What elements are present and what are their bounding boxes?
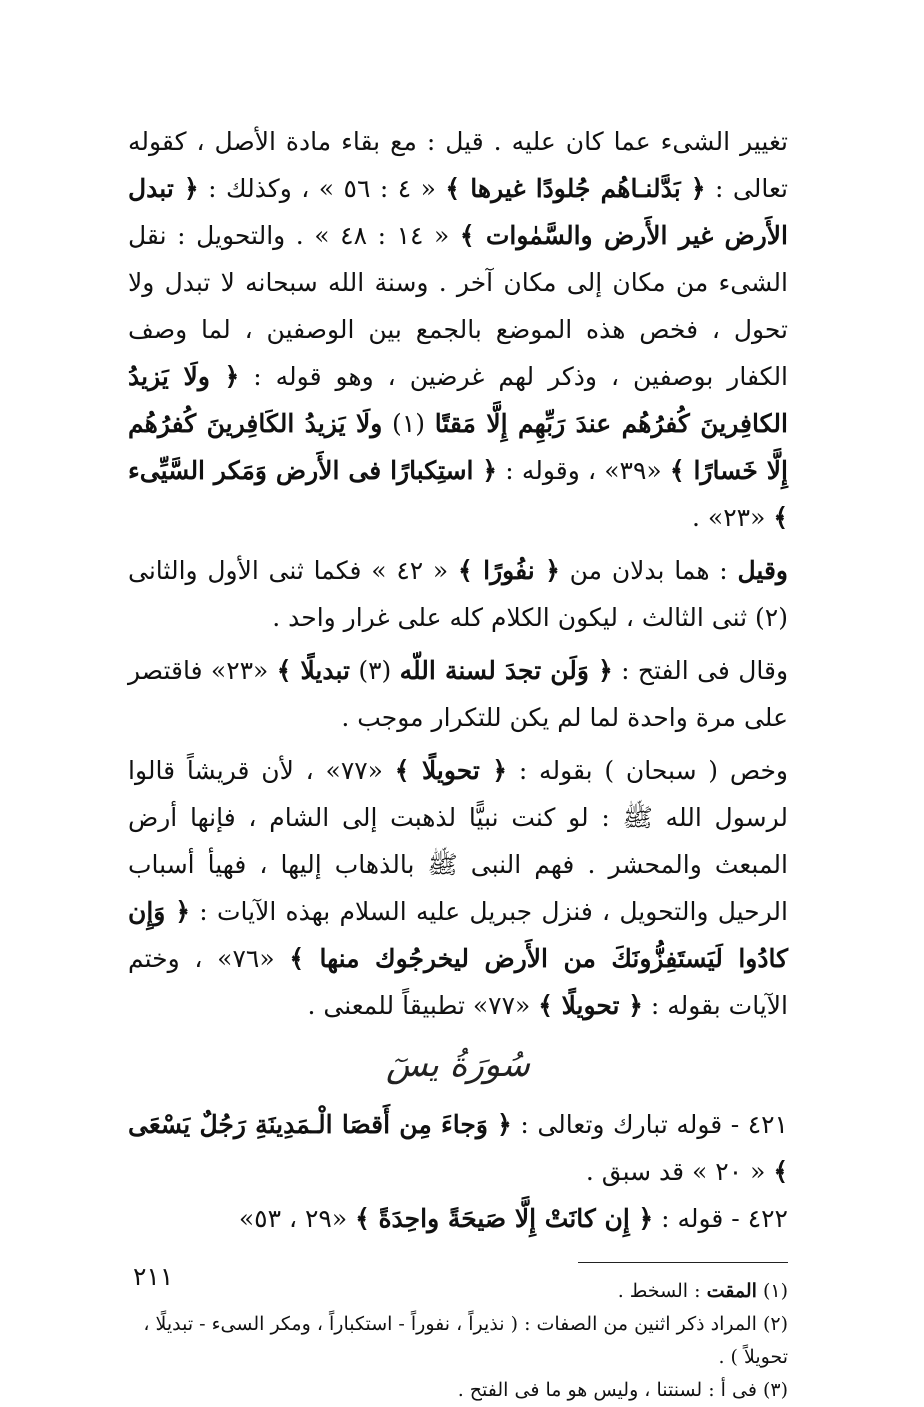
quran-quote: ﴿ وَجاءَ مِن أَقصَا الْـمَدِينَةِ رَجُلٌ يَسْعَى ﴾	[128, 1110, 788, 1186]
footnote-divider	[578, 1262, 788, 1263]
text-run: «٣٩» ، وقوله :	[497, 456, 670, 485]
text-run: (١)	[382, 409, 435, 438]
footnote-2	[128, 1308, 788, 1374]
page-body	[128, 118, 788, 1407]
item-422	[128, 1195, 788, 1242]
item-421	[128, 1101, 788, 1195]
quran-quote: ﴿ بَدَّلنـاهُم جُلودًا غيرها ﴾	[445, 174, 706, 203]
text-run: «٧٧» ، لأن قريشاً قالوا لرسول الله ﷺ : لو كنت نبيًّا لذهبت إلى الشام ، فإنها أرض المبعث والمحشر . فهم النبى ﷺ بالذهاب إليها ، فهيأ أسباب الرحيل والتحويل ، فنزل جبريل عليه السلام بهذه الآيات :	[128, 756, 788, 926]
paragraph-4	[128, 747, 788, 1029]
quran-quote: ﴿ وَإِن كادُوا لَيَستَفِزُّونَكَ من الأَرض ليخرجُوك منها ﴾	[128, 897, 789, 973]
text-run: : السخط .	[617, 1280, 707, 1302]
page-number: ٢١١	[133, 1262, 174, 1291]
quran-quote: ﴿ استِكبارًا فى الأَرض وَمَكر السَّيِّىء ﴾	[128, 456, 788, 532]
quran-quote: ﴿ وَلَن تجدَ لسنة اللّه	[399, 656, 613, 685]
text-run: تغيير الشىء عما كان عليه . قيل : مع بقاء مادة الأصل ، كقوله تعالى :	[128, 127, 788, 203]
text-run: « ١٤ : ٤٨ » . والتحويل : نقل الشىء من مكان إلى مكان آخر . وسنة الله سبحانه لا تبدل ولا تحول ، فخص هذه الموضع بالجمع بين الوصفين ، لما وصف الكفار بوصفين ، وذكر لهم غرضين ، وهو قوله :	[128, 221, 789, 391]
text-run: (٣)	[349, 656, 400, 685]
quran-quote: ﴿ إِن كانَتْ إِلَّا صَيحَةً واحِدَةً ﴾	[355, 1204, 654, 1233]
quran-quote: المقت	[706, 1280, 757, 1302]
text-run: « ٢٠ » قد سبق .	[585, 1157, 774, 1186]
paragraph-2	[128, 547, 788, 641]
paragraph-3	[128, 647, 788, 741]
text-run: ٤٢٢ - قوله :	[653, 1204, 788, 1233]
text-run: وقال فى الفتح :	[612, 656, 789, 685]
quran-quote: ﴿ تحويلًا ﴾	[538, 991, 643, 1020]
text-run: « ٤٢ » فكما ثنى الأول والثانى (٢) ثنى الثالث ، ليكون الكلام كله على غرار واحد .	[128, 556, 788, 632]
text-run: «٢٣» .	[692, 503, 774, 532]
text-run: وخص ( سبحان ) بقوله :	[507, 756, 789, 785]
quran-quote: تبديلًا ﴾	[276, 656, 350, 685]
surah-heading: سُورَةُ يسٓ	[386, 1045, 530, 1085]
text-run: (٢) المراد ذكر اثنين من الصفات : ( نذيراً ، نفوراً - استكباراً ، ومكر السىء - تبديلًا ، تحويلاً ) .	[143, 1313, 788, 1368]
text-run: « ٤ : ٥٦ » ، وكذلك :	[198, 174, 446, 203]
footnote-1	[128, 1275, 788, 1308]
text-run: «٧٦» ، وختم الآيات بقوله :	[128, 944, 788, 1020]
text-run: «٧٧» تطبيقاً للمعنى .	[307, 991, 539, 1020]
text-run: : هما بدلان من	[559, 556, 738, 585]
text-run: (١)	[756, 1280, 788, 1302]
quran-quote: ﴿ تبدل الأَرض غير الأَرض والسَّمٰوات ﴾	[128, 174, 789, 250]
footnote-3	[128, 1374, 788, 1407]
text-run: ٤٢١ - قوله تبارك وتعالى :	[511, 1110, 788, 1139]
text-run: (٣) فى أ : لسنتنا ، وليس هو ما فى الفتح .	[457, 1379, 788, 1401]
quran-quote: ﴿ تحويلًا ﴾	[394, 756, 508, 785]
text-run: «٢٣» فاقتصر على مرة واحدة لما لم يكن للتكرار موجب .	[128, 656, 788, 732]
text-run: «٢٩ ، ٥٣»	[238, 1204, 356, 1233]
quran-quote: ولَا يَزيدُ الكَافِرينَ كُفرُهُم إِلَّا خَسارًا ﴾	[128, 409, 788, 485]
quran-quote: ﴿ ولَا يَزيدُ الكافِرينَ كُفرُهُم عندَ رَبِّهِم إِلَّا مَقتًا	[128, 362, 788, 438]
paragraph-1	[128, 118, 788, 541]
quran-quote: وقيل	[737, 556, 788, 585]
quran-quote: ﴿ نفُورًا ﴾	[458, 556, 560, 585]
